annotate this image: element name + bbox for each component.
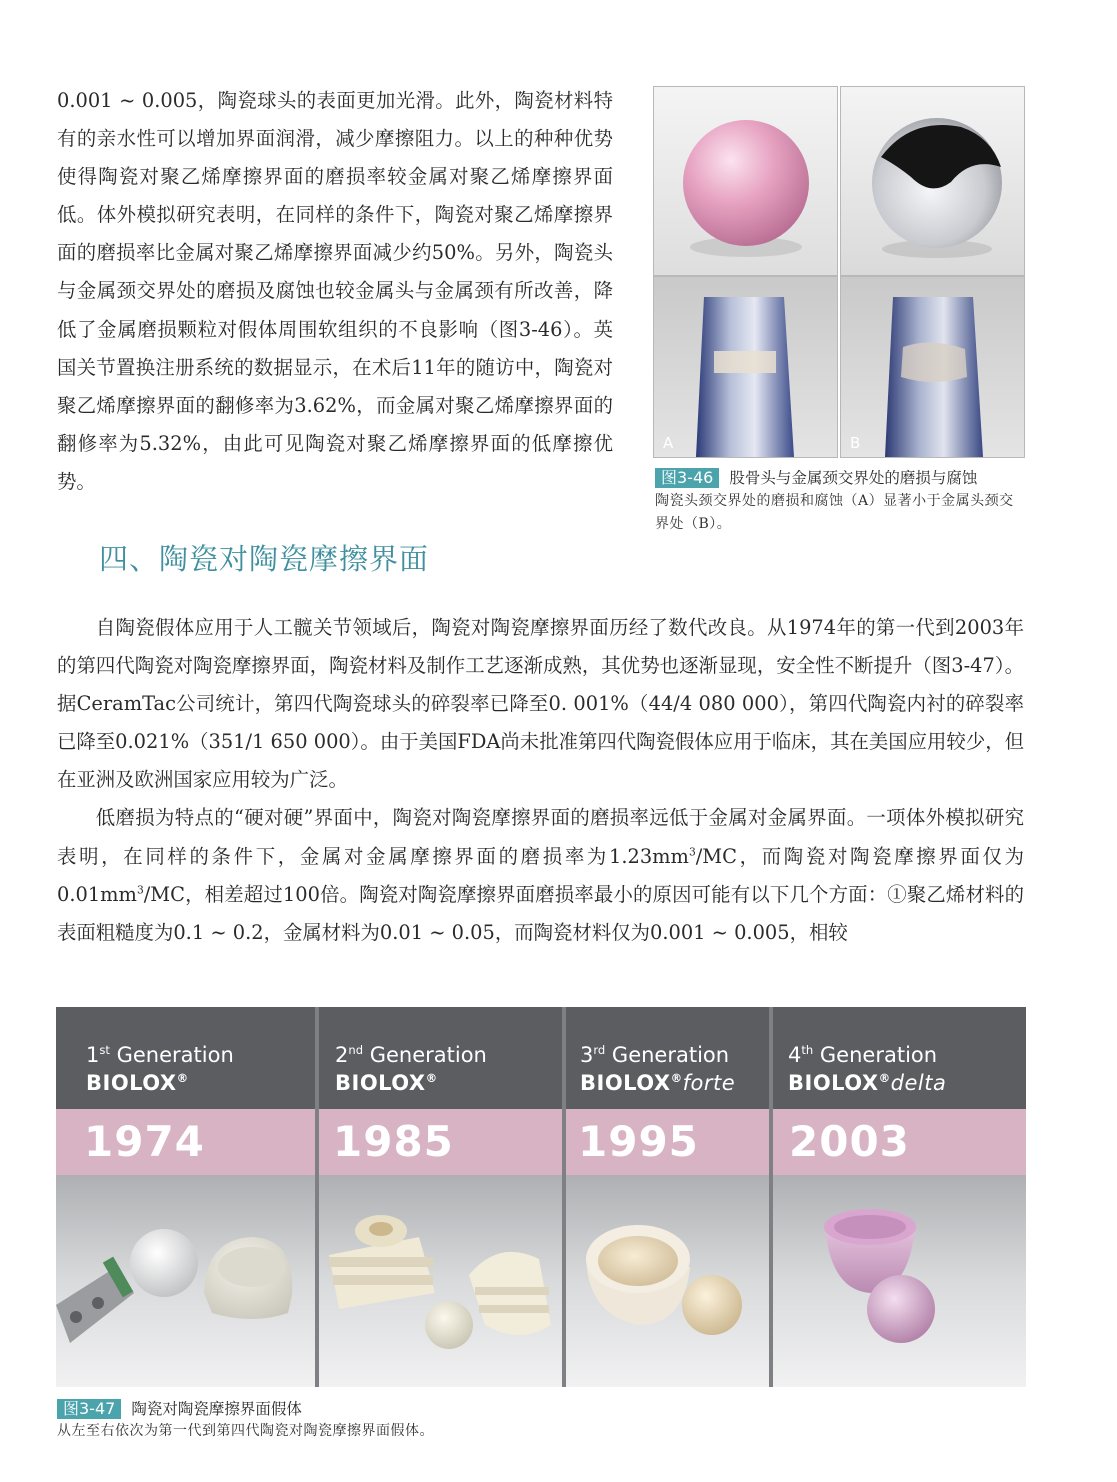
body-paragraph-1: 自陶瓷假体应用于人工髋关节领域后，陶瓷对陶瓷摩擦界面历经了数代改良。从1974年的第一代到2003年的第四代陶瓷对陶瓷摩擦界面，陶瓷材料及制作工艺逐渐成熟，其优势也逐渐显现，安全性不断提升（图3-47）。据CeramTac公司统计，第四代陶瓷球头的碎裂率已降至0. 001%（44/4 080 000），第四代陶瓷内衬的碎裂率已降至0.021%（351/1 650 000）。由于美国FDA尚未批准第四代陶瓷假体应用于临床，其在美国应用较少，但在亚洲及欧洲国家应用较为广泛。 — [57, 616, 1024, 792]
generation-4-panel — [773, 1007, 1026, 1387]
generation-2-prosthesis-image — [319, 1175, 562, 1387]
ceramic-ball-photo — [653, 86, 838, 276]
body-p2-sup-1: 3 — [688, 845, 696, 859]
body-p2-part-b: /MC，而陶瓷对陶瓷摩擦界面仅为0.01mm — [57, 844, 1024, 906]
body-p2-part-c: /MC，相差超过100倍。陶瓷对陶瓷摩擦界面磨损率最小的原因可能有以下几个方面：①聚乙烯材料的表面粗糙度为0.1 ~ 0.2，金属材料为0.01 ~ 0.05，而陶瓷材料仅为0.001 ~ 0.005，相较 — [57, 882, 1024, 944]
figure-3-46-desc: 陶瓷头颈交界处的磨损和腐蚀（A）显著小于金属头颈交界处（B）。 — [655, 493, 1014, 532]
generation-4-year: 2003 — [789, 1117, 910, 1166]
section-heading: 四、陶瓷对陶瓷摩擦界面 — [99, 542, 430, 576]
generation-3-year: 1995 — [578, 1117, 699, 1166]
generation-4-prosthesis-image — [773, 1175, 1026, 1387]
generation-3-label: 3rd Generation BIOLOX®forte — [580, 1043, 736, 1095]
panel-label-a: A — [663, 434, 674, 452]
figure-3-47-caption — [57, 1397, 1037, 1443]
figure-3-46 — [653, 86, 1025, 456]
generation-1-label: 1st Generation BIOLOX® — [86, 1043, 234, 1095]
ceramic-ball-image — [654, 87, 837, 275]
generation-2-panel — [319, 1007, 562, 1387]
metal-ball-photo — [840, 86, 1025, 276]
figure-3-47-tag: 图3-47 — [57, 1399, 121, 1419]
generation-2-year: 1985 — [333, 1117, 454, 1166]
generation-1-prosthesis-image — [56, 1175, 315, 1387]
generation-3-panel — [566, 1007, 769, 1387]
generation-1-panel — [56, 1007, 315, 1387]
left-paragraph: 0.001 ~ 0.005，陶瓷球头的表面更加光滑。此外，陶瓷材料特有的亲水性可以增加界面润滑，减少摩擦阻力。以上的种种优势使得陶瓷对聚乙烯摩擦界面的磨损率较金属对聚乙烯摩擦界面低。体外模拟研究表明，在同样的条件下，陶瓷对聚乙烯摩擦界面的磨损率比金属对聚乙烯摩擦界面减少约50%。另外，陶瓷头与金属颈交界处的磨损及腐蚀也较金属头与金属颈有所改善，降低了金属磨损颗粒对假体周围软组织的不良影响（图3-46）。英国关节置换注册系统的数据显示，在术后11年的随访中，陶瓷对聚乙烯摩擦界面的翻修率为3.62%，而金属对聚乙烯摩擦界面的翻修率为5.32%，由此可见陶瓷对聚乙烯摩擦界面的低摩擦优势。 — [57, 89, 613, 493]
figure-3-47-desc: 从左至右依次为第一代到第四代陶瓷对陶瓷摩擦界面假体。 — [57, 1423, 434, 1439]
generation-2-label: 2nd Generation BIOLOX® — [335, 1043, 487, 1095]
figure-3-47-title: 陶瓷对陶瓷摩擦界面假体 — [131, 1400, 302, 1418]
ceramic-neck-image — [654, 277, 837, 457]
figure-3-47 — [56, 1007, 1026, 1387]
panel-label-b: B — [850, 434, 861, 452]
body-p2-part-a: 低磨损为特点的“硬对硬”界面中，陶瓷对陶瓷摩擦界面的磨损率远低于金属对金属界面。一项体外模拟研究表明，在同样的条件下，金属对金属摩擦界面的磨损率为1.23mm — [57, 806, 1024, 868]
metal-neck-photo — [840, 276, 1025, 458]
ceramic-neck-photo — [653, 276, 838, 458]
body-p2-sup-2: 3 — [136, 883, 144, 897]
body-paragraph-2 — [57, 799, 1024, 951]
metal-ball-image — [841, 87, 1024, 275]
metal-neck-image — [841, 277, 1024, 457]
figure-3-46-caption — [655, 466, 1027, 536]
figure-3-46-title: 股骨头与金属颈交界处的磨损与腐蚀 — [729, 469, 978, 487]
generation-1-year: 1974 — [84, 1117, 205, 1166]
body-text — [57, 609, 1024, 952]
generation-3-prosthesis-image — [566, 1175, 769, 1387]
generation-4-label: 4th Generation BIOLOX®delta — [788, 1043, 947, 1095]
figure-3-46-tag: 图3-46 — [655, 468, 719, 488]
